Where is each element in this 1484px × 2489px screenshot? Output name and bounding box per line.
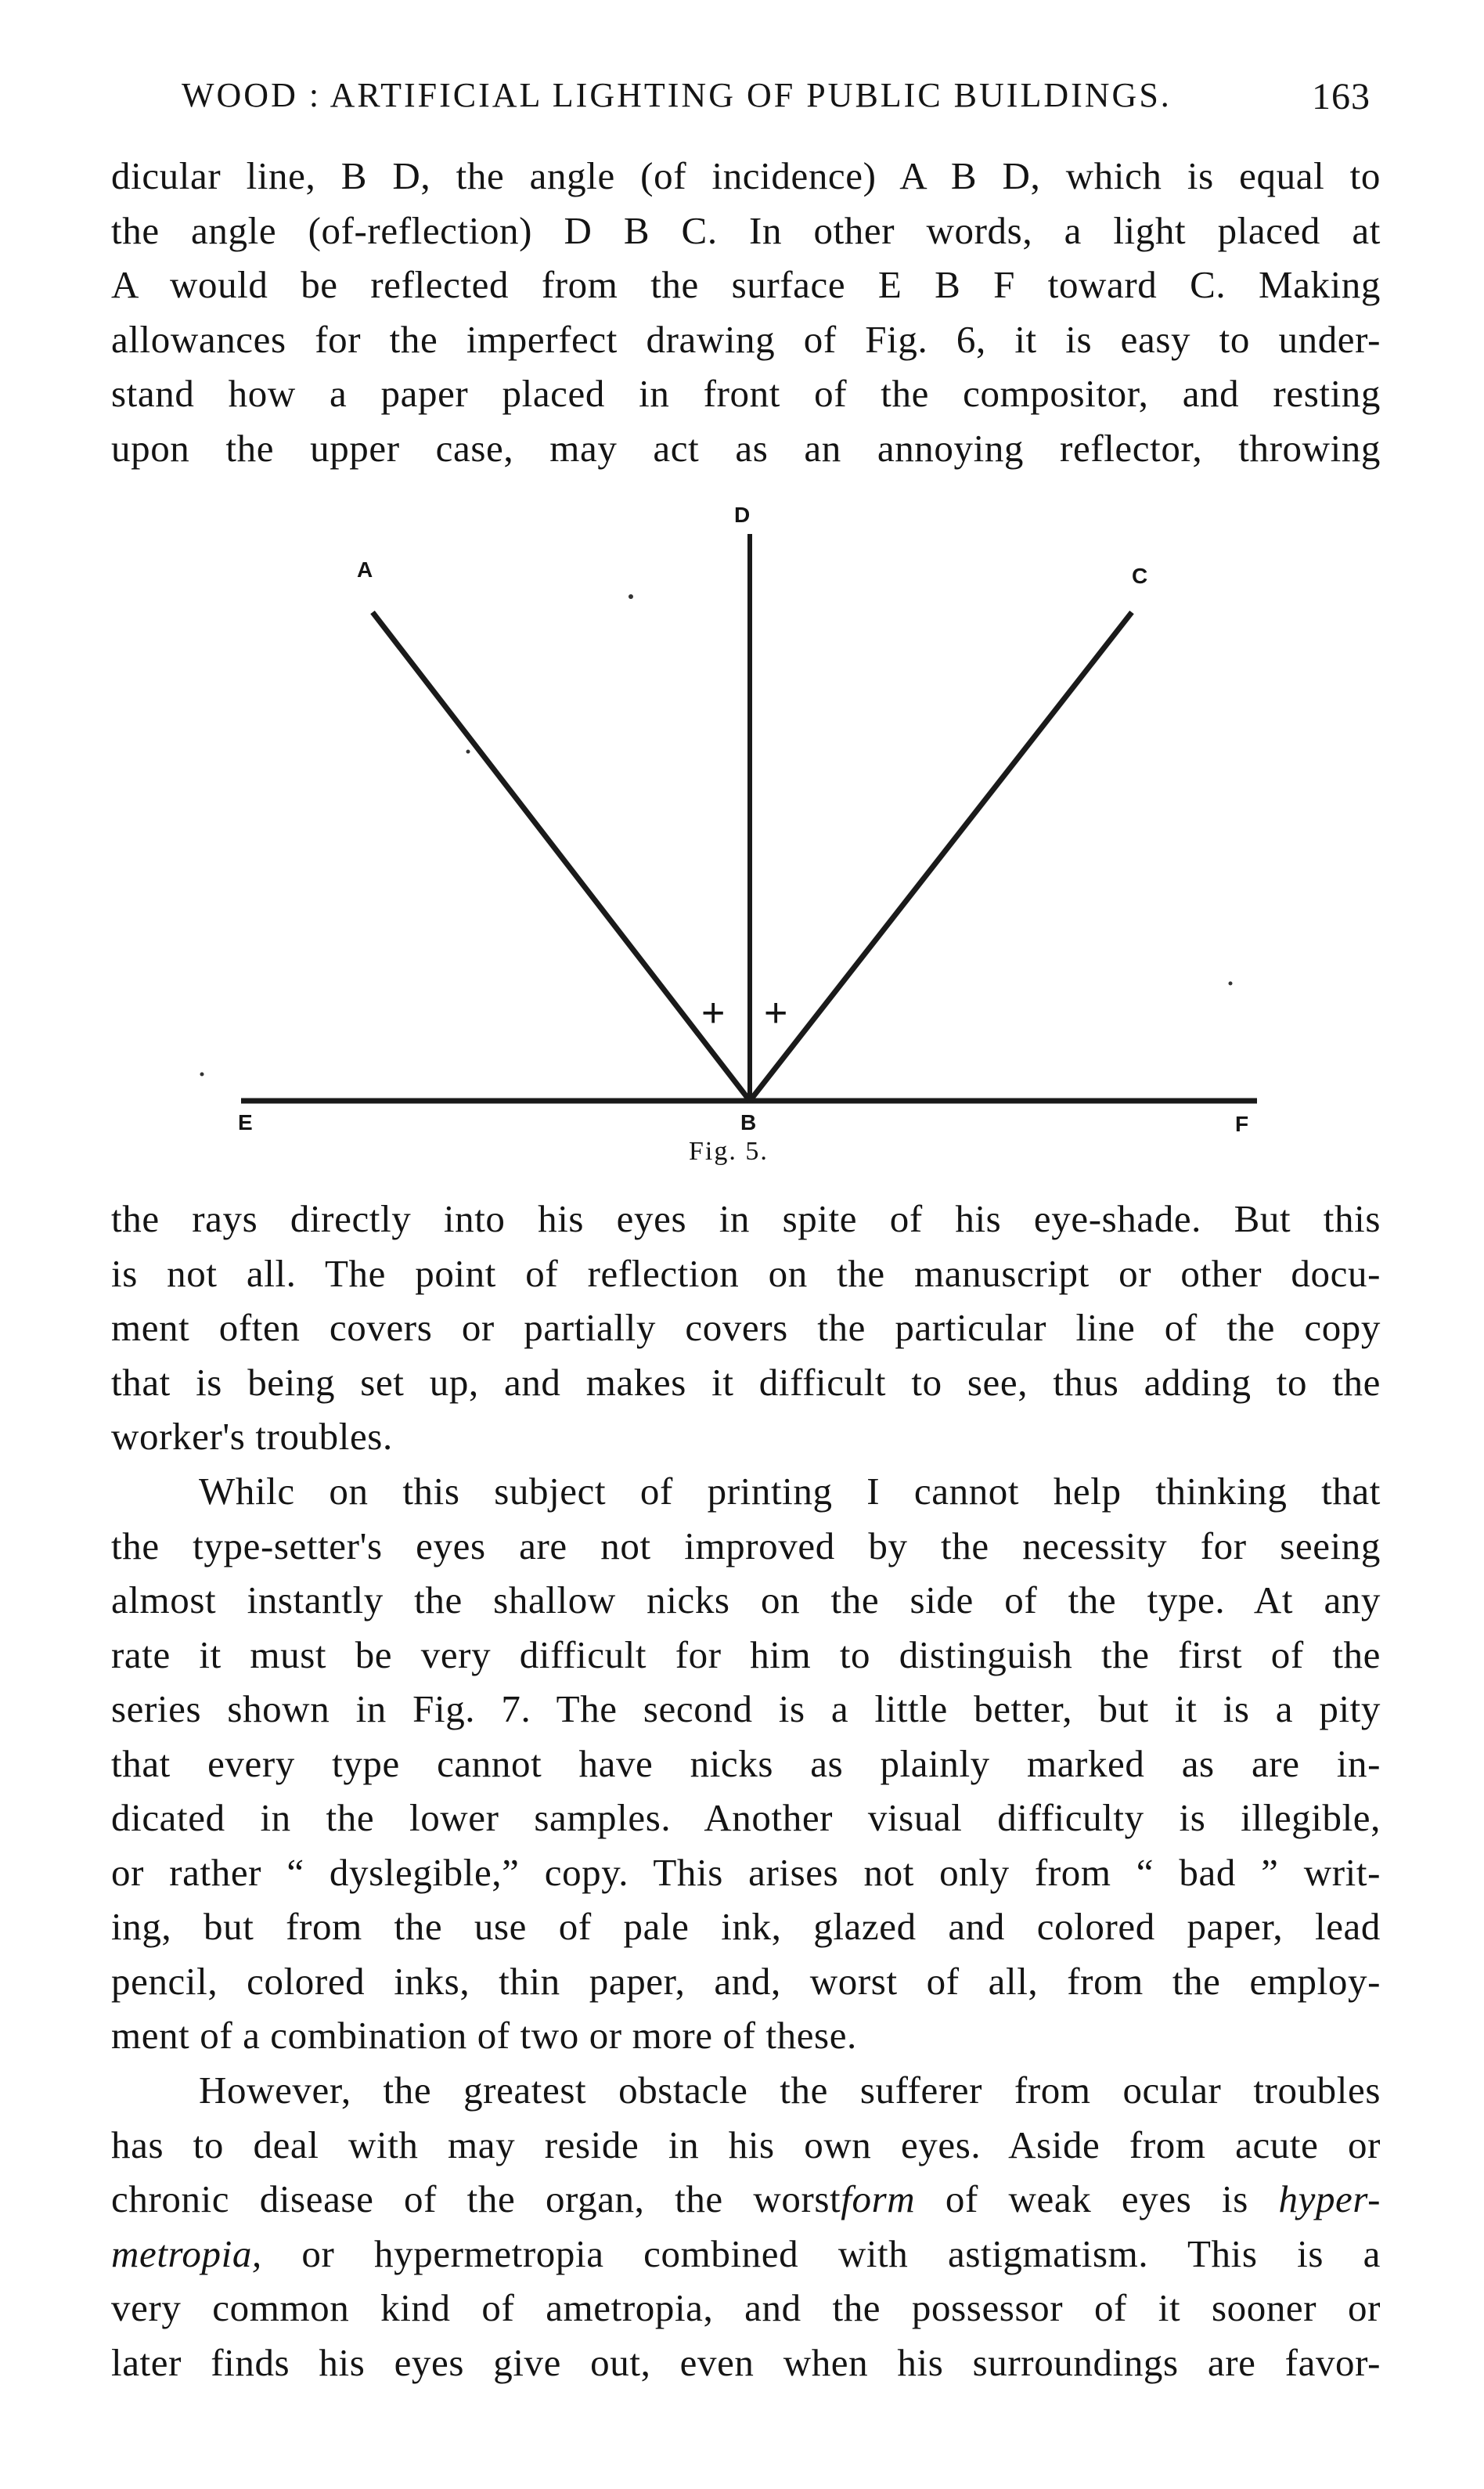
figure-caption: Fig. 5. (689, 1137, 769, 1166)
angle-mark-left: + (701, 990, 726, 1036)
text-line: that is being set up, and makes it difficult to see, thus adding to the (111, 1360, 1381, 1404)
label-b: B (740, 1110, 757, 1134)
text-line: later finds his eyes give out, even when his surroundings are favor- (111, 2340, 1381, 2384)
running-title: WOOD : ARTIFICIAL LIGHTING OF PUBLIC BUILDINGS. (182, 76, 1172, 114)
figure-5 (0, 485, 1484, 1190)
label-e: E (238, 1110, 253, 1134)
text-line: the type-setter's eyes are not improved by the necessity for seeing (111, 1524, 1381, 1567)
paragraph-ocular (111, 2063, 1381, 2390)
text-line: is not all. The point of reflection on the manuscript or other docu- (111, 1251, 1381, 1295)
text-line: ment often covers or partially covers the particular line of the copy (111, 1306, 1381, 1349)
text-line: Whilc on this subject of printing I cannot help thinking that (199, 1470, 1381, 1513)
text-line: the angle (of-reflection) D B C. In other words, a light placed at (111, 208, 1381, 252)
text-line: or rather “ dyslegible,” copy. This arises not only from “ bad ” writ- (111, 1850, 1381, 1894)
text-line (111, 2172, 1381, 2227)
label-d: D (734, 503, 751, 527)
reflected-ray-bc (750, 612, 1132, 1101)
text-line: upon the upper case, may act as an annoying reflector, throwing (111, 426, 1381, 470)
paragraph-top (111, 149, 1381, 475)
label-c: C (1132, 564, 1148, 588)
text-line: dicated in the lower samples. Another visual difficulty is illegible, (111, 1796, 1381, 1839)
text-line: ing, but from the use of pale ink, glazed and colored paper, lead (111, 1905, 1381, 1948)
paragraph-printing (111, 1464, 1381, 2063)
text-line (111, 2227, 1381, 2282)
text-line: However, the greatest obstacle the sufferer from ocular troubles (199, 2069, 1381, 2112)
speck (466, 750, 470, 754)
text-run: or hypermetropia combined with astigmatism. This is a (261, 2231, 1381, 2275)
running-head (182, 75, 1384, 115)
text-line: very common kind of ametropia, and the possessor of it sooner or (111, 2286, 1381, 2329)
italic-run: form (841, 2177, 916, 2220)
text-line: has to deal with may reside in his own eyes. Aside from acute or (111, 2123, 1381, 2166)
text-line: almost instantly the shallow nicks on the side of the type. At any (111, 1578, 1381, 1621)
text-line: rate it must be very difficult for him to distinguish the first of the (111, 1632, 1381, 1676)
text-line: A would be reflected from the surface E B F toward C. Making (111, 263, 1381, 306)
text-line: ment of a combination of two or more of these. (111, 2014, 857, 2057)
text-line: dicular line, B D, the angle (of incidence) A B D, which is equal to (111, 154, 1381, 197)
text-line: series shown in Fig. 7. The second is a little better, but it is a pity (111, 1687, 1381, 1730)
reflection-diagram (0, 485, 1484, 1190)
text-line: allowances for the imperfect drawing of Fig. 6, it is easy to under- (111, 317, 1381, 361)
angle-mark-right: + (764, 990, 788, 1036)
label-a: A (357, 557, 373, 582)
label-f: F (1235, 1112, 1249, 1136)
text-line: worker's troubles. (111, 1415, 393, 1458)
paragraph-continuation (111, 1192, 1381, 1464)
page-number: 163 (1312, 76, 1371, 117)
italic-run: metropia, (111, 2231, 262, 2275)
text-line: that every type cannot have nicks as plainly marked as are in- (111, 1741, 1381, 1785)
text-line: stand how a paper placed in front of the compositor, and resting (111, 372, 1381, 415)
speck (629, 594, 633, 599)
text-run: chronic disease of the organ, the worst (111, 2177, 841, 2220)
incident-ray-ab (373, 612, 750, 1101)
text-run: of weak eyes is (915, 2177, 1279, 2220)
text-line: pencil, colored inks, thin paper, and, worst of all, from the employ- (111, 1959, 1381, 2003)
speck (200, 1073, 204, 1077)
italic-run: hyper- (1278, 2177, 1381, 2220)
speck (1229, 982, 1233, 986)
text-line: the rays directly into his eyes in spite of his eye-shade. But this (111, 1197, 1381, 1240)
